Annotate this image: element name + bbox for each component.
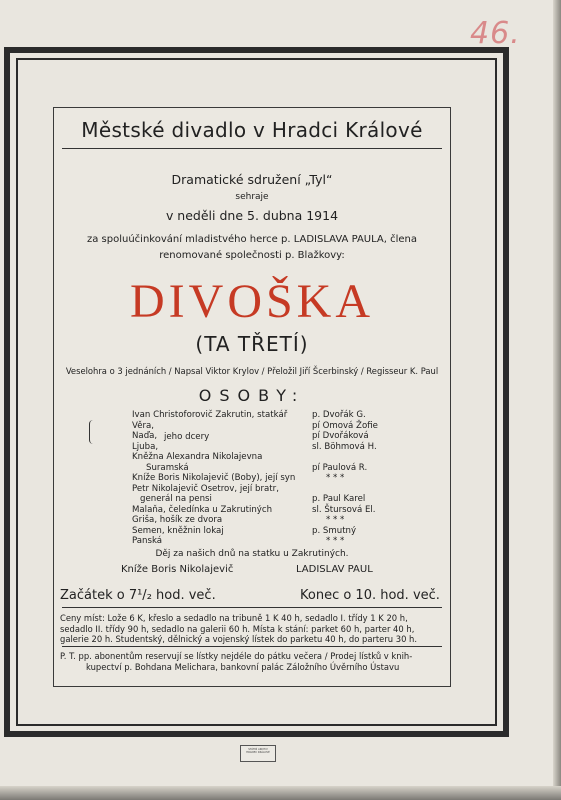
cast-row [132, 494, 432, 505]
start-time: Začátek o 7¹/₂ hod. več. [60, 588, 216, 603]
stamp-line: STÁTNÍ ARCHIV [248, 748, 268, 751]
daughters-brace [89, 420, 96, 444]
header-rule [62, 148, 442, 149]
setting-line: Děj za našich dnů na statku u Zakrutiných. [155, 549, 349, 559]
play-subtitle: (TA TŘETÍ) [195, 332, 309, 356]
society-line: Dramatické sdružení „Tyl“ [171, 172, 333, 187]
cooperation-line-1: za spoluúčinkování mladistvého herce p. LADISLAVA PAULA, člena [86, 234, 418, 245]
cast-actor: pí Paulová R. [312, 462, 368, 473]
cast-actor: * * * [326, 473, 345, 483]
cast-role: Panská [132, 536, 163, 546]
cast-actor: sl. Štursová El. [312, 504, 376, 515]
prices-rule [62, 646, 442, 647]
cooperation-line-2: renomované společnosti p. Blažkovy: [159, 250, 345, 261]
cast-actor: p. Dvořák G. [312, 410, 366, 420]
credits-line: Veselohra o 3 jednáních / Napsal Viktor Krylov / Přeložil Jiří Šcerbinský / Regisseur K. Paul [65, 366, 439, 376]
cast-row [132, 473, 432, 484]
prices-line: sedadlo II. třídy 90 h, sedadlo na galerii 60 h. Místa k stání: parket 60 h, parter 40 h, [60, 623, 415, 634]
cast-role: Ivan Christoforovič Zakrutin, statkář [132, 410, 288, 420]
subscription-line: kupectví p. Bohdana Melichara, bankovní palác Záložního Úvěrního Ústavu [86, 661, 400, 672]
cast-row [132, 452, 432, 463]
ticket-prices [60, 613, 446, 645]
cast-actor: pí Omová Žofie [312, 420, 378, 431]
performance-date: v neděli dne 5. dubna 1914 [165, 208, 339, 223]
cast-role: Malaňa, čeledínka u Zakrutiných [132, 504, 273, 515]
cast-actor: pí Dvořáková [312, 431, 369, 441]
cast-role: Kněžna Alexandra Nikolajevna [132, 452, 263, 462]
cast-row [132, 484, 432, 495]
prices-line: galerie 20 h. Studentský, dělnický a vojenský lístek do parketu 40 h, do parteru 30 h. [60, 634, 418, 644]
theatre-name: Městské divadlo v Hradci Králové [81, 118, 423, 142]
prices-line: Ceny míst: Lože 6 K, křeslo a sedadlo na tribuně 1 K 40 h, sedadlo I. třídy 1 K 20 h, [60, 613, 408, 623]
cast-role: Ljuba, [132, 441, 159, 452]
cast-row [132, 421, 432, 432]
cast-role: Kníže Boris Nikolajevič (Boby), její syn [132, 473, 296, 483]
archive-stamp [240, 745, 276, 762]
times-rule [62, 607, 442, 608]
play-title: DIVOŠKA [130, 275, 374, 328]
cast-heading: OSOBY: [198, 386, 306, 405]
daughters-note: jeho dcery [164, 432, 210, 442]
stamp-line: HRADEC KRÁLOVÉ [246, 751, 270, 755]
cast-actor: p. Smutný [312, 525, 357, 536]
cast-row [132, 536, 432, 547]
cast-row [132, 505, 432, 516]
featured-role: Kníže Boris Nikolajevič [121, 564, 234, 575]
featured-actor: LADISLAV PAUL [296, 564, 373, 575]
playbill [53, 107, 451, 687]
cast-role: generál na pensi [140, 494, 212, 504]
cast-actor: * * * [326, 515, 345, 525]
cast-role: Věra, [132, 420, 155, 431]
performs-word: sehraje [235, 192, 269, 202]
cast-role: Petr Nikolajevič Osetrov, její bratr, [132, 483, 279, 494]
cast-row [132, 442, 432, 453]
cast-actor: * * * [326, 536, 345, 546]
page-bottom-shadow [0, 786, 561, 800]
cast-role: Naďa, [132, 431, 158, 441]
cast-role: Suramská [146, 462, 189, 473]
cast-list [132, 410, 432, 547]
page-edge-shadow [553, 0, 561, 800]
cast-row [132, 515, 432, 526]
cast-row [132, 410, 432, 421]
cast-role: Semen, kněžnin lokaj [132, 525, 224, 536]
subscription-line: P. T. pp. abonentům reservují se lístky nejdéle do pátku večera / Prodej lístků v knih- [60, 651, 413, 661]
cast-role: Griša, hošík ze dvora [132, 515, 223, 525]
end-time: Konec o 10. hod. več. [300, 588, 440, 603]
subscription-note [60, 651, 446, 672]
cast-row [132, 463, 432, 474]
folio-number: 46. [470, 16, 521, 51]
cast-row [132, 526, 432, 537]
cast-actor: p. Paul Karel [312, 494, 366, 504]
cast-actor: sl. Böhmová H. [312, 441, 377, 452]
